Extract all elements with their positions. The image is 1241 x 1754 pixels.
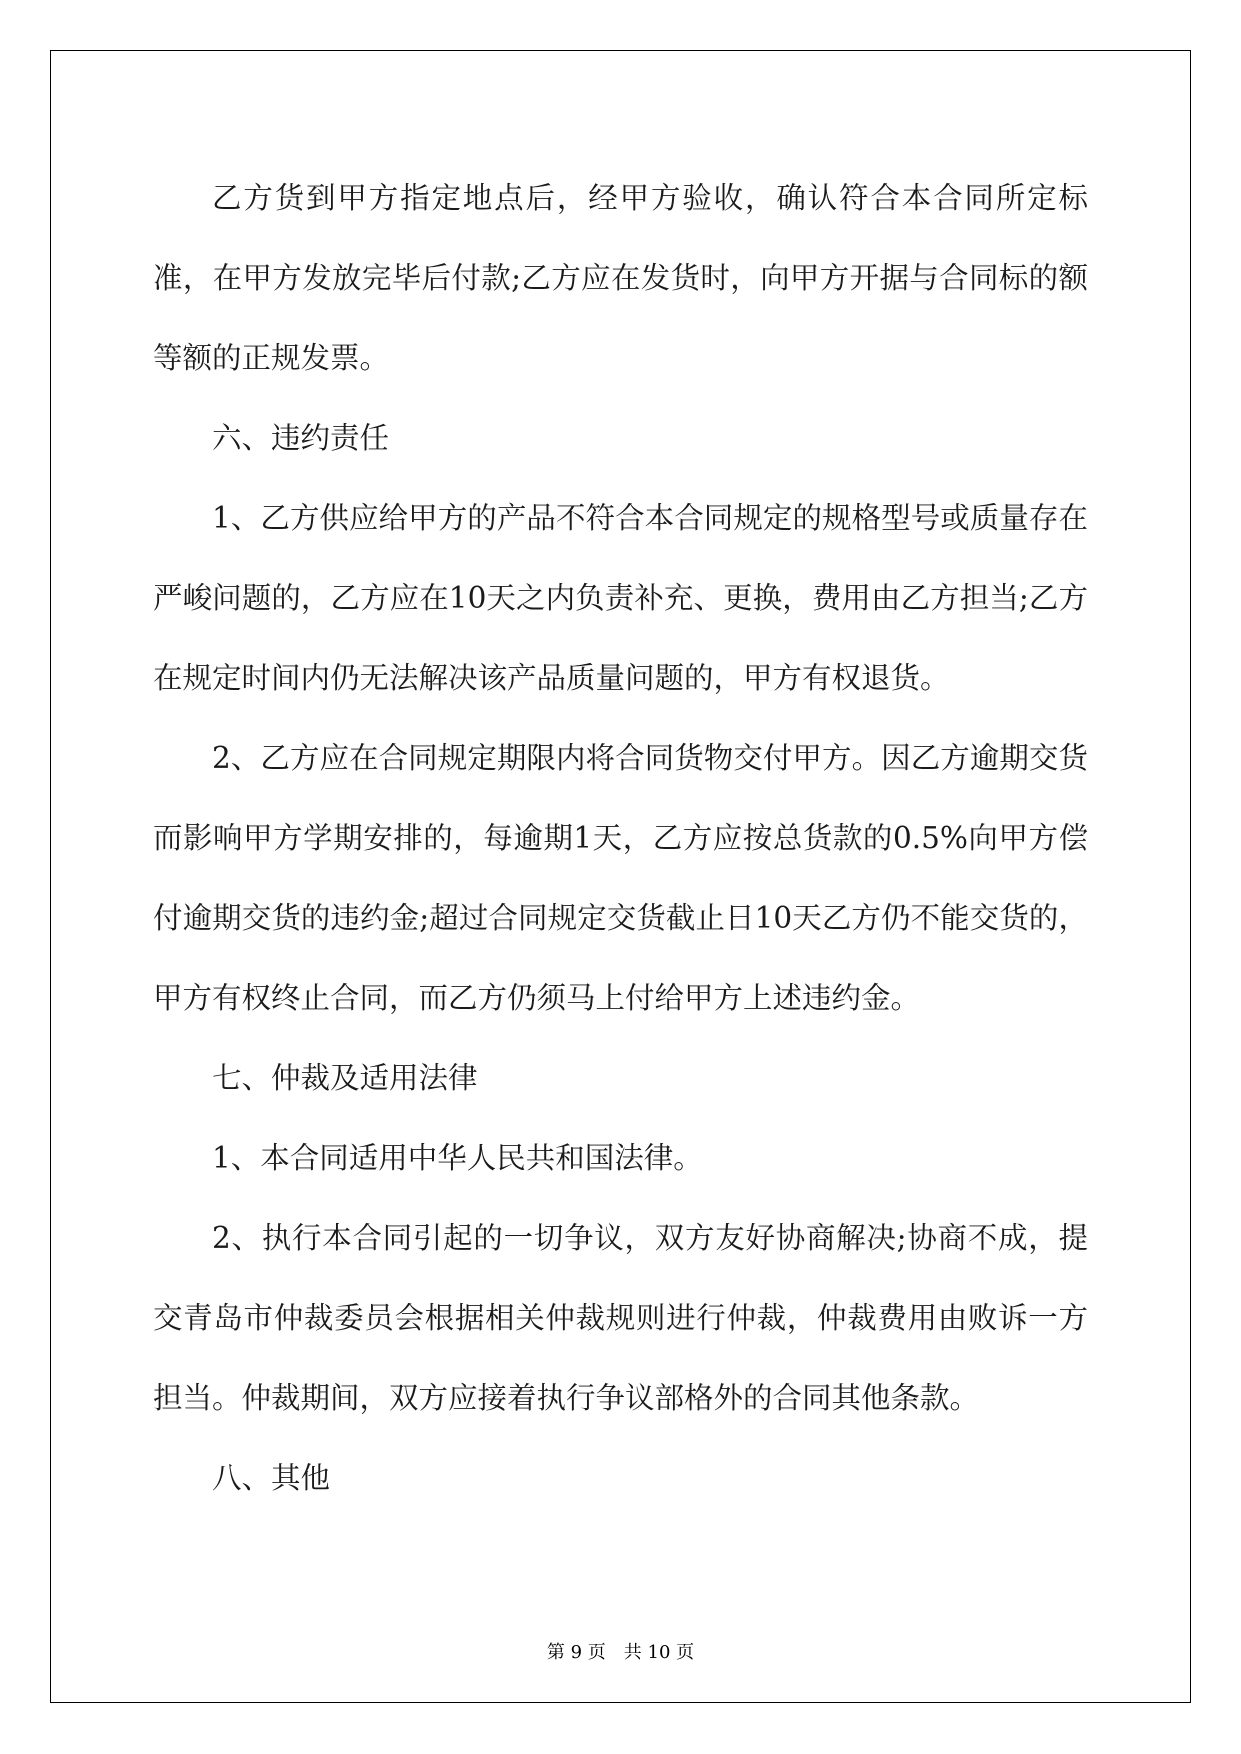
section-heading-breach: 六、违约责任 <box>212 421 390 455</box>
paragraph-breach-1: 1、乙方供应给甲方的产品不符合本合同规定的规格型号或质量存在严峻问题的，乙方应在10天之内负责补充、更换，费用由乙方担当;乙方在规定时间内仍无法解决该产品质量问题的，甲方有权退货。 <box>153 501 1088 695</box>
paragraph-arbitration-1: 1、本合同适用中华人民共和国法律。 <box>212 1141 703 1175</box>
paragraph-breach-2: 2、乙方应在合同规定期限内将合同货物交付甲方。因乙方逾期交货而影响甲方学期安排的，每逾期1天，乙方应按总货款的0.5%向甲方偿付逾期交货的违约金;超过合同规定交货截止日10天乙方仍不能交货的，甲方有权终止合同，而乙方仍须马上付给甲方上述违约金。 <box>153 741 1088 1015</box>
paragraph-payment: 乙方货到甲方指定地点后，经甲方验收，确认符合本合同所定标准，在甲方发放完毕后付款;乙方应在发货时，向甲方开据与合同标的额等额的正规发票。 <box>153 181 1088 375</box>
section-heading-arbitration: 七、仲裁及适用法律 <box>212 1061 478 1095</box>
page-number: 第 9 页 共 10 页 <box>546 1642 695 1663</box>
document-body <box>153 158 1088 1518</box>
section-heading-other: 八、其他 <box>212 1461 331 1495</box>
page-footer <box>0 1638 1241 1664</box>
paragraph-arbitration-2: 2、执行本合同引起的一切争议，双方友好协商解决;协商不成，提交青岛市仲裁委员会根据相关仲裁规则进行仲裁，仲裁费用由败诉一方担当。仲裁期间，双方应接着执行争议部格外的合同其他条款。 <box>153 1221 1088 1415</box>
